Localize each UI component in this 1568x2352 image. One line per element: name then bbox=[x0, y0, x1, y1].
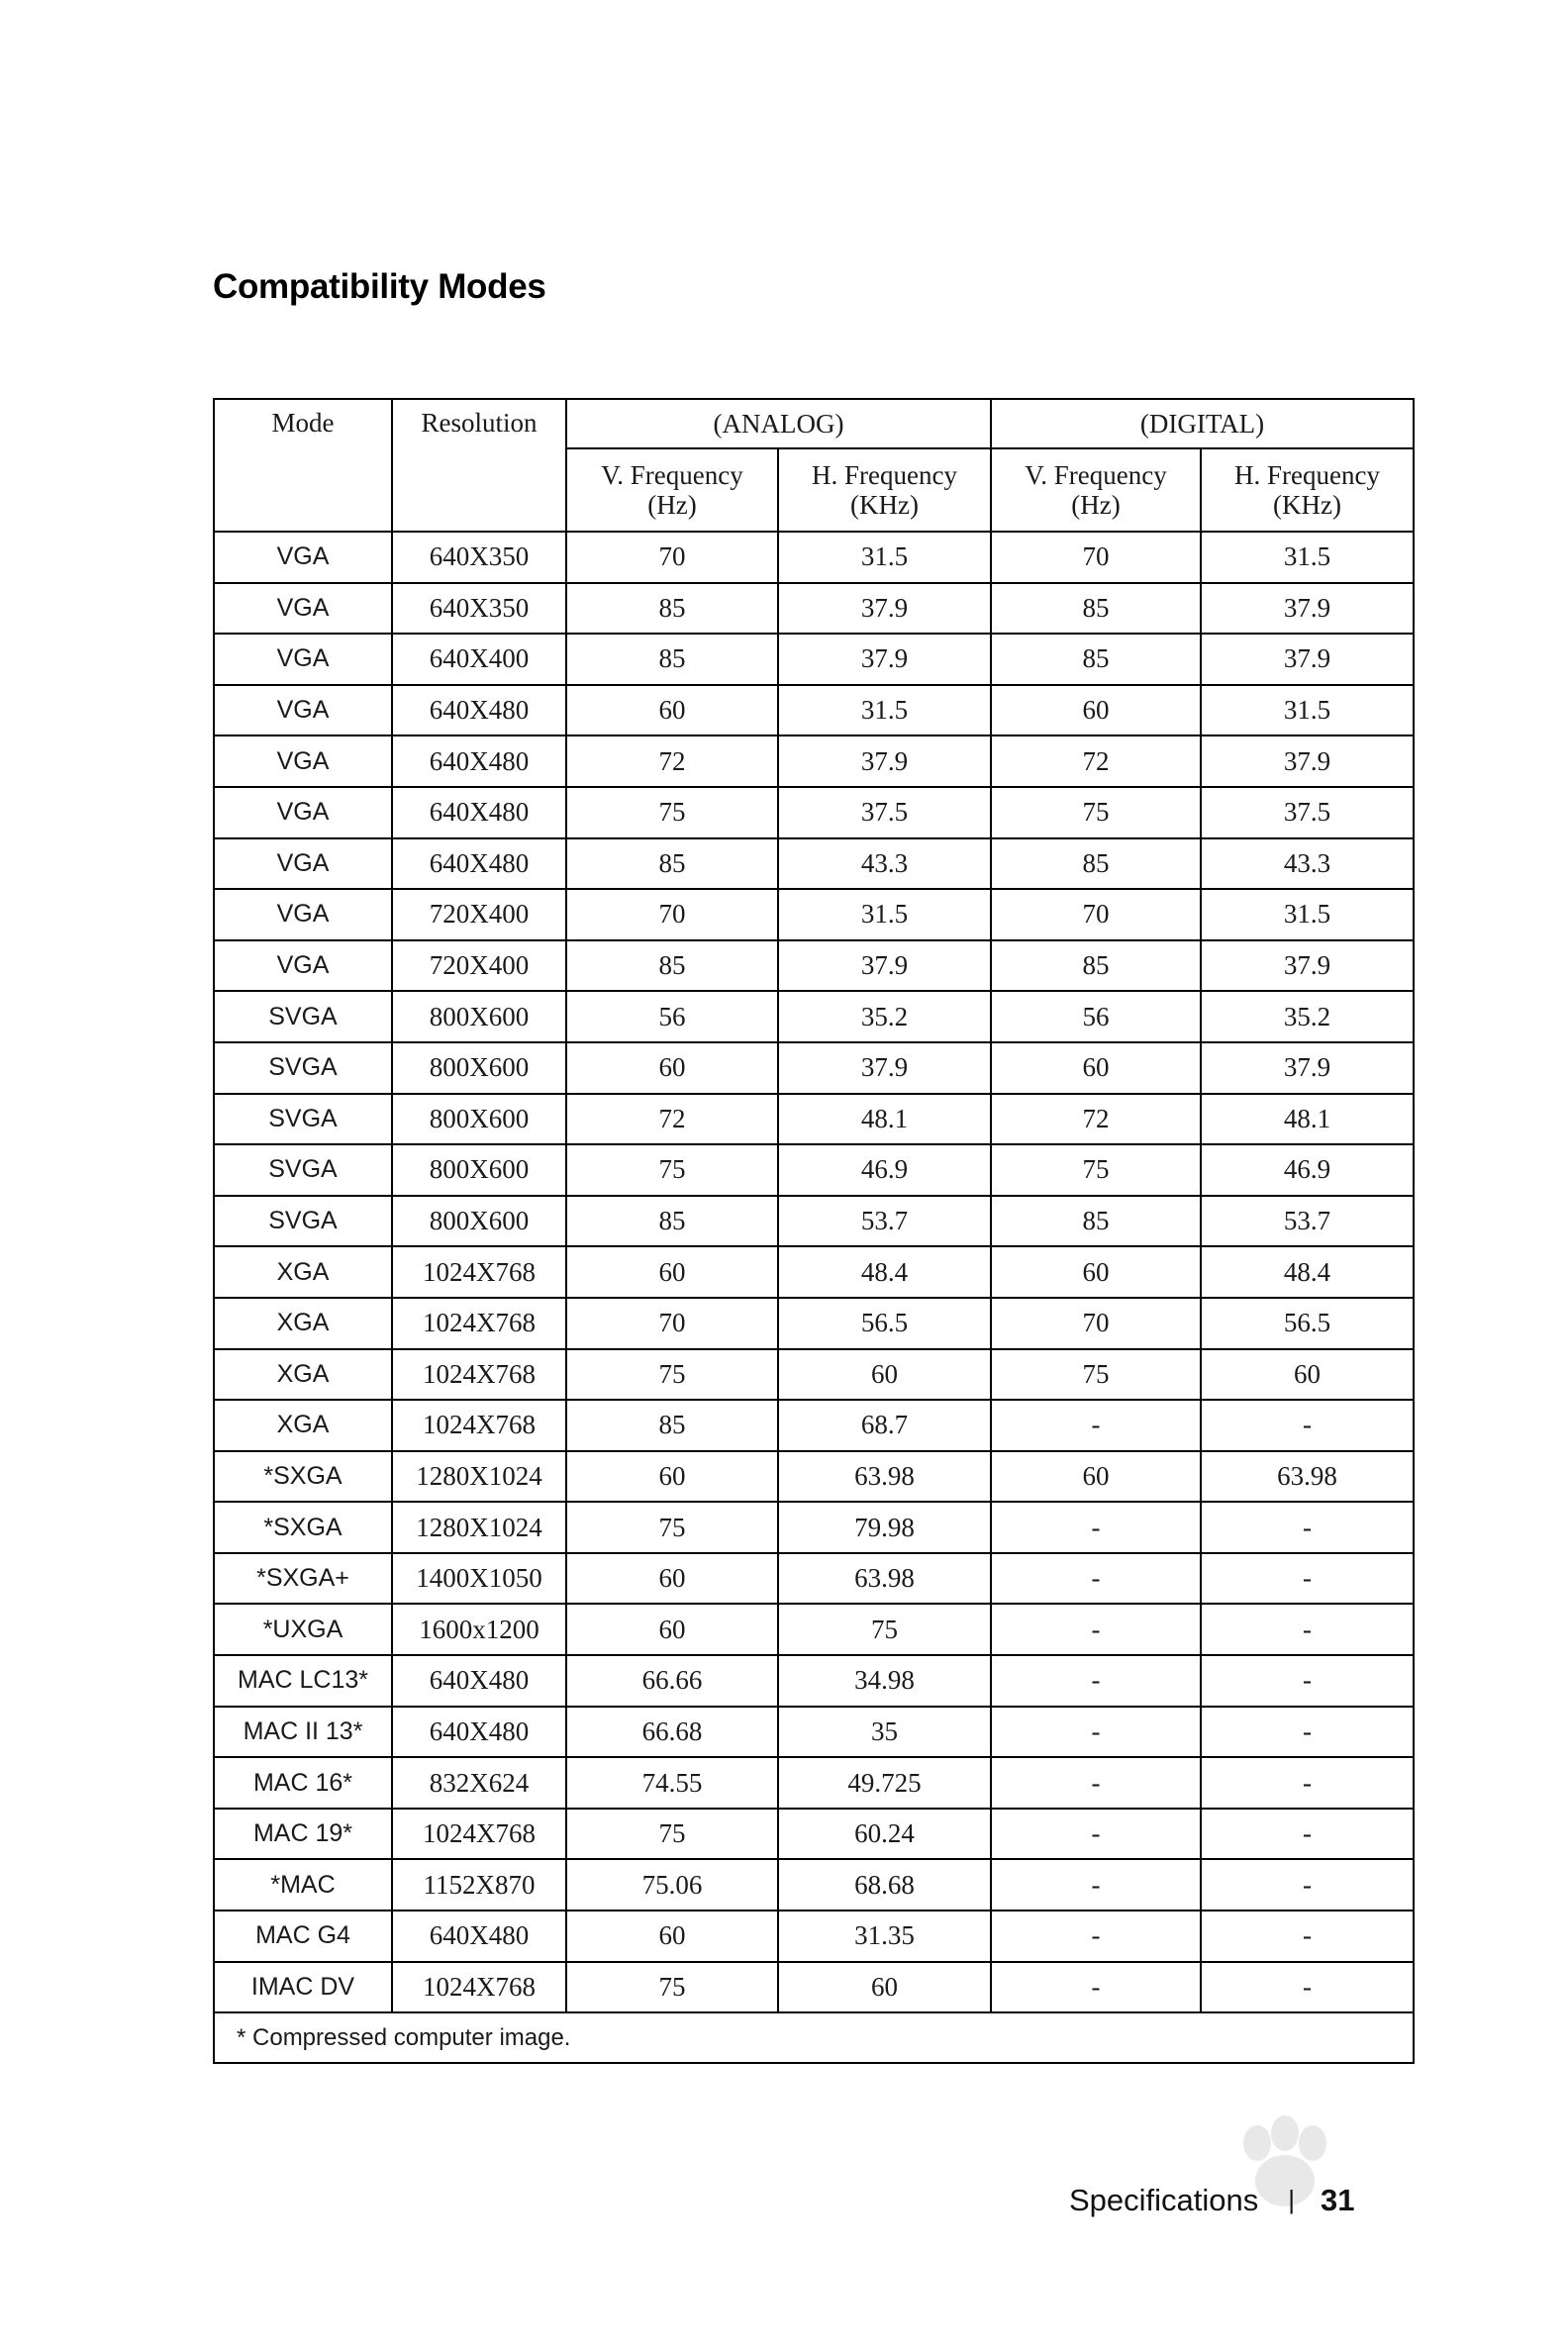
cell-resolution: 640X350 bbox=[392, 583, 566, 635]
cell-resolution: 640X350 bbox=[392, 532, 566, 583]
header-hfreq-unit: (KHz) bbox=[850, 490, 919, 520]
header-digital-hfreq bbox=[1201, 448, 1414, 532]
cell-analog-vfreq: 60 bbox=[566, 1604, 778, 1655]
cell-analog-hfreq: 31.5 bbox=[778, 889, 991, 940]
cell-resolution: 1152X870 bbox=[392, 1859, 566, 1911]
cell-analog-vfreq: 85 bbox=[566, 838, 778, 890]
cell-digital-vfreq: 85 bbox=[991, 583, 1201, 635]
cell-digital-hfreq: 48.1 bbox=[1201, 1094, 1414, 1145]
cell-digital-vfreq: 56 bbox=[991, 991, 1201, 1042]
header-hfreq-label: H. Frequency bbox=[812, 460, 957, 490]
cell-digital-vfreq: - bbox=[991, 1655, 1201, 1707]
cell-digital-hfreq: - bbox=[1201, 1655, 1414, 1707]
cell-digital-vfreq: - bbox=[991, 1553, 1201, 1605]
cell-analog-vfreq: 60 bbox=[566, 1553, 778, 1605]
cell-digital-vfreq: 85 bbox=[991, 1196, 1201, 1247]
table-row bbox=[214, 1400, 1414, 1451]
cell-resolution: 640X480 bbox=[392, 838, 566, 890]
cell-resolution: 800X600 bbox=[392, 991, 566, 1042]
table-row bbox=[214, 1502, 1414, 1553]
cell-analog-hfreq: 68.68 bbox=[778, 1859, 991, 1911]
cell-analog-vfreq: 85 bbox=[566, 940, 778, 992]
cell-analog-vfreq: 66.68 bbox=[566, 1707, 778, 1758]
cell-digital-hfreq: 37.5 bbox=[1201, 787, 1414, 838]
cell-digital-vfreq: 70 bbox=[991, 532, 1201, 583]
cell-digital-hfreq: - bbox=[1201, 1809, 1414, 1860]
cell-analog-hfreq: 31.35 bbox=[778, 1911, 991, 1962]
cell-analog-hfreq: 60 bbox=[778, 1962, 991, 2013]
cell-analog-hfreq: 75 bbox=[778, 1604, 991, 1655]
cell-resolution: 800X600 bbox=[392, 1144, 566, 1196]
cell-digital-vfreq: 85 bbox=[991, 838, 1201, 890]
cell-digital-vfreq: - bbox=[991, 1809, 1201, 1860]
cell-resolution: 640X480 bbox=[392, 735, 566, 787]
cell-resolution: 1600x1200 bbox=[392, 1604, 566, 1655]
cell-digital-hfreq: 37.9 bbox=[1201, 940, 1414, 992]
cell-mode: MAC LC13* bbox=[214, 1655, 392, 1707]
cell-digital-hfreq: - bbox=[1201, 1962, 1414, 2013]
cell-digital-hfreq: - bbox=[1201, 1707, 1414, 1758]
cell-digital-vfreq: - bbox=[991, 1962, 1201, 2013]
table-row bbox=[214, 1246, 1414, 1298]
cell-digital-vfreq: 75 bbox=[991, 1349, 1201, 1401]
header-hfreq-unit: (KHz) bbox=[1273, 490, 1341, 520]
cell-digital-hfreq: - bbox=[1201, 1859, 1414, 1911]
cell-mode: MAC 16* bbox=[214, 1757, 392, 1809]
cell-digital-hfreq: 31.5 bbox=[1201, 889, 1414, 940]
cell-analog-vfreq: 85 bbox=[566, 1196, 778, 1247]
cell-digital-hfreq: 37.9 bbox=[1201, 634, 1414, 685]
cell-resolution: 1400X1050 bbox=[392, 1553, 566, 1605]
cell-mode: *SXGA bbox=[214, 1451, 392, 1503]
cell-mode: MAC G4 bbox=[214, 1911, 392, 1962]
cell-digital-vfreq: - bbox=[991, 1400, 1201, 1451]
cell-digital-hfreq: 35.2 bbox=[1201, 991, 1414, 1042]
table-row bbox=[214, 1809, 1414, 1860]
cell-analog-vfreq: 72 bbox=[566, 1094, 778, 1145]
cell-resolution: 1024X768 bbox=[392, 1400, 566, 1451]
header-analog-hfreq bbox=[778, 448, 991, 532]
table-row bbox=[214, 940, 1414, 992]
cell-analog-hfreq: 37.9 bbox=[778, 634, 991, 685]
table-row bbox=[214, 1911, 1414, 1962]
cell-analog-vfreq: 85 bbox=[566, 1400, 778, 1451]
cell-resolution: 1280X1024 bbox=[392, 1451, 566, 1503]
cell-analog-vfreq: 75 bbox=[566, 1144, 778, 1196]
cell-analog-hfreq: 68.7 bbox=[778, 1400, 991, 1451]
cell-digital-vfreq: - bbox=[991, 1604, 1201, 1655]
cell-digital-hfreq: - bbox=[1201, 1911, 1414, 1962]
cell-analog-hfreq: 37.9 bbox=[778, 735, 991, 787]
cell-analog-vfreq: 56 bbox=[566, 991, 778, 1042]
table-row bbox=[214, 1604, 1414, 1655]
cell-analog-hfreq: 34.98 bbox=[778, 1655, 991, 1707]
cell-digital-vfreq: 60 bbox=[991, 1451, 1201, 1503]
cell-analog-hfreq: 63.98 bbox=[778, 1451, 991, 1503]
cell-analog-hfreq: 56.5 bbox=[778, 1298, 991, 1349]
page-number: 31 bbox=[1321, 2183, 1355, 2217]
cell-resolution: 800X600 bbox=[392, 1042, 566, 1094]
header-hfreq-label: H. Frequency bbox=[1234, 460, 1380, 490]
table-row bbox=[214, 1655, 1414, 1707]
header-vfreq-unit: (Hz) bbox=[1071, 490, 1121, 520]
cell-digital-hfreq: 46.9 bbox=[1201, 1144, 1414, 1196]
cell-digital-hfreq: - bbox=[1201, 1604, 1414, 1655]
cell-mode: VGA bbox=[214, 787, 392, 838]
cell-mode: VGA bbox=[214, 838, 392, 890]
cell-digital-vfreq: 70 bbox=[991, 1298, 1201, 1349]
header-mode: Mode bbox=[214, 399, 392, 532]
cell-analog-vfreq: 66.66 bbox=[566, 1655, 778, 1707]
cell-digital-vfreq: 75 bbox=[991, 1144, 1201, 1196]
cell-resolution: 1024X768 bbox=[392, 1298, 566, 1349]
table-body bbox=[214, 532, 1414, 2012]
cell-analog-hfreq: 31.5 bbox=[778, 532, 991, 583]
cell-digital-hfreq: 31.5 bbox=[1201, 685, 1414, 736]
cell-resolution: 800X600 bbox=[392, 1094, 566, 1145]
table-row bbox=[214, 787, 1414, 838]
cell-digital-vfreq: 60 bbox=[991, 1042, 1201, 1094]
cell-digital-vfreq: 72 bbox=[991, 1094, 1201, 1145]
header-vfreq-label: V. Frequency bbox=[601, 460, 743, 490]
cell-resolution: 1024X768 bbox=[392, 1809, 566, 1860]
cell-analog-hfreq: 37.9 bbox=[778, 940, 991, 992]
cell-digital-vfreq: 70 bbox=[991, 889, 1201, 940]
cell-analog-hfreq: 37.9 bbox=[778, 1042, 991, 1094]
cell-mode: MAC 19* bbox=[214, 1809, 392, 1860]
cell-mode: VGA bbox=[214, 889, 392, 940]
cell-mode: VGA bbox=[214, 940, 392, 992]
header-resolution: Resolution bbox=[392, 399, 566, 532]
cell-analog-vfreq: 60 bbox=[566, 1246, 778, 1298]
cell-analog-hfreq: 37.5 bbox=[778, 787, 991, 838]
cell-digital-hfreq: 37.9 bbox=[1201, 583, 1414, 635]
cell-digital-vfreq: - bbox=[991, 1502, 1201, 1553]
cell-analog-hfreq: 46.9 bbox=[778, 1144, 991, 1196]
cell-analog-hfreq: 63.98 bbox=[778, 1553, 991, 1605]
header-analog: (ANALOG) bbox=[566, 399, 991, 448]
table-row bbox=[214, 991, 1414, 1042]
header-vfreq-label: V. Frequency bbox=[1025, 460, 1167, 490]
cell-analog-vfreq: 75 bbox=[566, 1962, 778, 2013]
cell-resolution: 1024X768 bbox=[392, 1962, 566, 2013]
cell-mode: IMAC DV bbox=[214, 1962, 392, 2013]
header-vfreq-unit: (Hz) bbox=[647, 490, 697, 520]
cell-resolution: 640X480 bbox=[392, 1707, 566, 1758]
cell-digital-hfreq: 48.4 bbox=[1201, 1246, 1414, 1298]
cell-digital-vfreq: 72 bbox=[991, 735, 1201, 787]
cell-mode: VGA bbox=[214, 685, 392, 736]
cell-analog-vfreq: 70 bbox=[566, 1298, 778, 1349]
cell-analog-vfreq: 74.55 bbox=[566, 1757, 778, 1809]
cell-resolution: 1280X1024 bbox=[392, 1502, 566, 1553]
cell-digital-vfreq: - bbox=[991, 1859, 1201, 1911]
cell-analog-vfreq: 75 bbox=[566, 1809, 778, 1860]
table-row bbox=[214, 532, 1414, 583]
cell-resolution: 1024X768 bbox=[392, 1349, 566, 1401]
cell-analog-hfreq: 79.98 bbox=[778, 1502, 991, 1553]
table-row bbox=[214, 1298, 1414, 1349]
cell-analog-vfreq: 70 bbox=[566, 889, 778, 940]
cell-digital-hfreq: 31.5 bbox=[1201, 532, 1414, 583]
table-row bbox=[214, 1349, 1414, 1401]
cell-resolution: 800X600 bbox=[392, 1196, 566, 1247]
cell-analog-hfreq: 48.1 bbox=[778, 1094, 991, 1145]
cell-analog-vfreq: 60 bbox=[566, 1042, 778, 1094]
cell-resolution: 720X400 bbox=[392, 940, 566, 992]
cell-mode: *SXGA bbox=[214, 1502, 392, 1553]
cell-analog-hfreq: 31.5 bbox=[778, 685, 991, 736]
cell-mode: MAC II 13* bbox=[214, 1707, 392, 1758]
table-row bbox=[214, 634, 1414, 685]
table-row bbox=[214, 685, 1414, 736]
cell-digital-vfreq: 60 bbox=[991, 1246, 1201, 1298]
header-digital: (DIGITAL) bbox=[991, 399, 1414, 448]
cell-analog-vfreq: 60 bbox=[566, 1911, 778, 1962]
cell-resolution: 640X480 bbox=[392, 787, 566, 838]
cell-digital-hfreq: 53.7 bbox=[1201, 1196, 1414, 1247]
cell-analog-vfreq: 60 bbox=[566, 1451, 778, 1503]
cell-mode: SVGA bbox=[214, 1042, 392, 1094]
footnote-row bbox=[214, 2012, 1414, 2063]
cell-analog-hfreq: 60.24 bbox=[778, 1809, 991, 1860]
footer-section: Specifications bbox=[1069, 2183, 1259, 2217]
cell-digital-hfreq: - bbox=[1201, 1400, 1414, 1451]
cell-digital-vfreq: - bbox=[991, 1707, 1201, 1758]
cell-analog-vfreq: 75 bbox=[566, 1502, 778, 1553]
cell-analog-hfreq: 48.4 bbox=[778, 1246, 991, 1298]
cell-analog-hfreq: 60 bbox=[778, 1349, 991, 1401]
header-analog-vfreq bbox=[566, 448, 778, 532]
table-row bbox=[214, 889, 1414, 940]
table-row bbox=[214, 1144, 1414, 1196]
page-title: Compatibility Modes bbox=[213, 267, 546, 306]
cell-mode: VGA bbox=[214, 583, 392, 635]
table-row bbox=[214, 1962, 1414, 2013]
cell-digital-hfreq: 43.3 bbox=[1201, 838, 1414, 890]
table-row bbox=[214, 1094, 1414, 1145]
footnote: * Compressed computer image. bbox=[214, 2012, 1414, 2063]
cell-digital-vfreq: 85 bbox=[991, 634, 1201, 685]
cell-mode: XGA bbox=[214, 1349, 392, 1401]
cell-resolution: 1024X768 bbox=[392, 1246, 566, 1298]
table-row bbox=[214, 1707, 1414, 1758]
cell-analog-hfreq: 35 bbox=[778, 1707, 991, 1758]
cell-resolution: 832X624 bbox=[392, 1757, 566, 1809]
cell-resolution: 640X400 bbox=[392, 634, 566, 685]
cell-analog-vfreq: 85 bbox=[566, 583, 778, 635]
cell-analog-vfreq: 72 bbox=[566, 735, 778, 787]
cell-mode: SVGA bbox=[214, 991, 392, 1042]
cell-analog-hfreq: 43.3 bbox=[778, 838, 991, 890]
cell-analog-vfreq: 75.06 bbox=[566, 1859, 778, 1911]
cell-digital-hfreq: 56.5 bbox=[1201, 1298, 1414, 1349]
cell-mode: SVGA bbox=[214, 1144, 392, 1196]
table-row bbox=[214, 1196, 1414, 1247]
cell-mode: *UXGA bbox=[214, 1604, 392, 1655]
cell-mode: XGA bbox=[214, 1246, 392, 1298]
table-row bbox=[214, 838, 1414, 890]
cell-digital-hfreq: 37.9 bbox=[1201, 1042, 1414, 1094]
table-row bbox=[214, 1859, 1414, 1911]
cell-mode: VGA bbox=[214, 532, 392, 583]
header-row-1 bbox=[214, 399, 1414, 448]
cell-analog-hfreq: 35.2 bbox=[778, 991, 991, 1042]
table-row bbox=[214, 735, 1414, 787]
cell-mode: *SXGA+ bbox=[214, 1553, 392, 1605]
cell-analog-vfreq: 75 bbox=[566, 1349, 778, 1401]
table-row bbox=[214, 1042, 1414, 1094]
cell-digital-hfreq: 60 bbox=[1201, 1349, 1414, 1401]
compatibility-table bbox=[213, 398, 1415, 2064]
cell-resolution: 640X480 bbox=[392, 1911, 566, 1962]
header-digital-vfreq bbox=[991, 448, 1201, 532]
cell-mode: SVGA bbox=[214, 1196, 392, 1247]
cell-mode: SVGA bbox=[214, 1094, 392, 1145]
table-row bbox=[214, 1451, 1414, 1503]
cell-mode: XGA bbox=[214, 1298, 392, 1349]
cell-digital-vfreq: 85 bbox=[991, 940, 1201, 992]
cell-digital-vfreq: - bbox=[991, 1757, 1201, 1809]
table-row bbox=[214, 583, 1414, 635]
cell-digital-hfreq: - bbox=[1201, 1553, 1414, 1605]
cell-digital-vfreq: 75 bbox=[991, 787, 1201, 838]
cell-analog-vfreq: 85 bbox=[566, 634, 778, 685]
cell-analog-hfreq: 49.725 bbox=[778, 1757, 991, 1809]
table-header bbox=[214, 399, 1414, 532]
cell-resolution: 720X400 bbox=[392, 889, 566, 940]
cell-digital-hfreq: 37.9 bbox=[1201, 735, 1414, 787]
cell-analog-vfreq: 70 bbox=[566, 532, 778, 583]
cell-resolution: 640X480 bbox=[392, 1655, 566, 1707]
cell-mode: *MAC bbox=[214, 1859, 392, 1911]
page-footer bbox=[1069, 2183, 1355, 2218]
cell-digital-vfreq: - bbox=[991, 1911, 1201, 1962]
table-row bbox=[214, 1757, 1414, 1809]
footer-separator: | bbox=[1288, 2185, 1296, 2214]
cell-mode: VGA bbox=[214, 735, 392, 787]
cell-analog-hfreq: 37.9 bbox=[778, 583, 991, 635]
cell-mode: VGA bbox=[214, 634, 392, 685]
cell-analog-hfreq: 53.7 bbox=[778, 1196, 991, 1247]
cell-analog-vfreq: 75 bbox=[566, 787, 778, 838]
cell-analog-vfreq: 60 bbox=[566, 685, 778, 736]
table-row bbox=[214, 1553, 1414, 1605]
cell-mode: XGA bbox=[214, 1400, 392, 1451]
cell-digital-vfreq: 60 bbox=[991, 685, 1201, 736]
cell-digital-hfreq: 63.98 bbox=[1201, 1451, 1414, 1503]
cell-resolution: 640X480 bbox=[392, 685, 566, 736]
cell-digital-hfreq: - bbox=[1201, 1757, 1414, 1809]
cell-digital-hfreq: - bbox=[1201, 1502, 1414, 1553]
